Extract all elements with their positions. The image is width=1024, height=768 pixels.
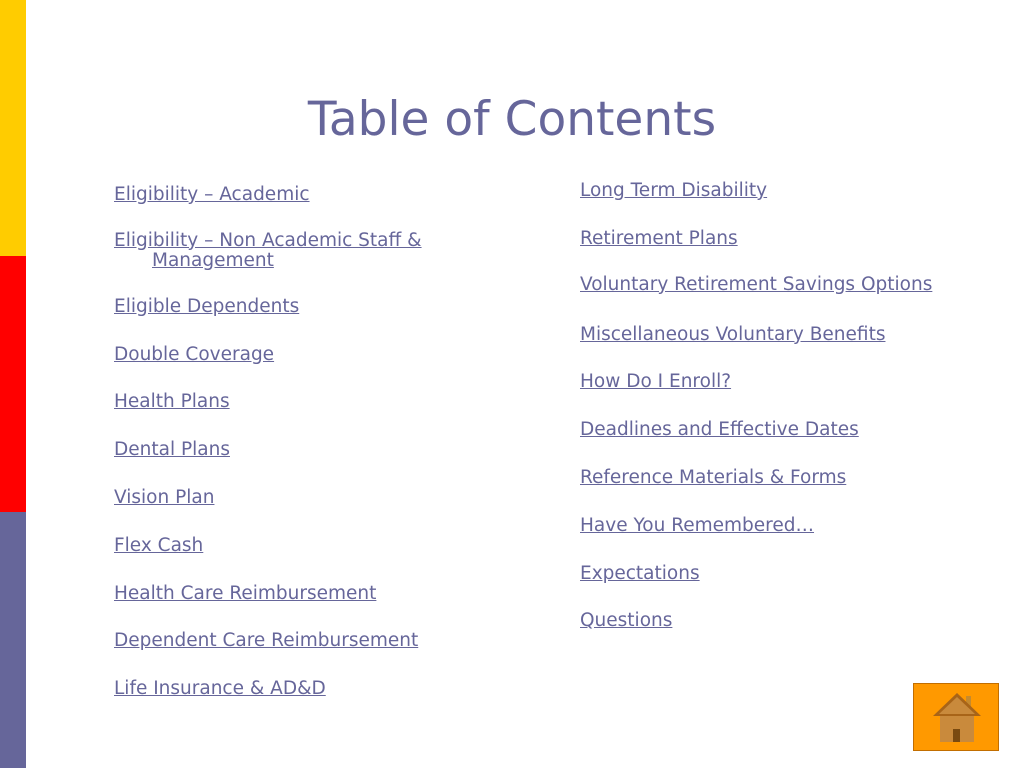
side-bar-blue bbox=[0, 512, 26, 768]
toc-link-flex-cash[interactable]: Flex Cash bbox=[114, 534, 204, 556]
toc-link-questions[interactable]: Questions bbox=[580, 610, 673, 632]
toc-link-expectations[interactable]: Expectations bbox=[580, 562, 700, 584]
toc-link-deadlines-effective-dates[interactable]: Deadlines and Effective Dates bbox=[580, 419, 859, 441]
toc-link-reference-materials-forms[interactable]: Reference Materials & Forms bbox=[580, 466, 847, 488]
toc-link-eligibility-non-academic[interactable]: Eligibility – Non Academic Staff & Management bbox=[114, 229, 422, 271]
toc-link-eligibility-academic[interactable]: Eligibility – Academic bbox=[114, 184, 310, 205]
toc-right-column bbox=[580, 179, 940, 657]
toc-link-eligible-dependents[interactable]: Eligible Dependents bbox=[114, 295, 300, 317]
toc-link-long-term-disability[interactable]: Long Term Disability bbox=[580, 180, 768, 201]
slide-title: Table of Contents bbox=[307, 92, 717, 147]
toc-link-vision-plan[interactable]: Vision Plan bbox=[114, 486, 215, 508]
toc-link-dental-plans[interactable]: Dental Plans bbox=[114, 439, 230, 461]
toc-link-how-do-i-enroll[interactable]: How Do I Enroll? bbox=[580, 371, 732, 393]
side-bar-red bbox=[0, 256, 26, 512]
toc-link-health-care-reimbursement[interactable]: Health Care Reimbursement bbox=[114, 582, 377, 604]
toc-link-have-you-remembered[interactable]: Have You Remembered… bbox=[580, 514, 815, 536]
toc-link-retirement-plans[interactable]: Retirement Plans bbox=[580, 227, 738, 249]
toc-left-column bbox=[114, 183, 514, 725]
toc-link-dependent-care-reimbursement[interactable]: Dependent Care Reimbursement bbox=[114, 630, 419, 652]
toc-link-double-coverage[interactable]: Double Coverage bbox=[114, 343, 275, 365]
toc-link-life-insurance[interactable]: Life Insurance & AD&D bbox=[114, 678, 326, 700]
toc-link-health-plans[interactable]: Health Plans bbox=[114, 391, 230, 413]
home-button[interactable] bbox=[913, 683, 999, 751]
toc-link-misc-voluntary-benefits[interactable]: Miscellaneous Voluntary Benefits bbox=[580, 323, 886, 345]
toc-link-voluntary-retirement-savings[interactable]: Voluntary Retirement Savings Options bbox=[580, 273, 933, 295]
